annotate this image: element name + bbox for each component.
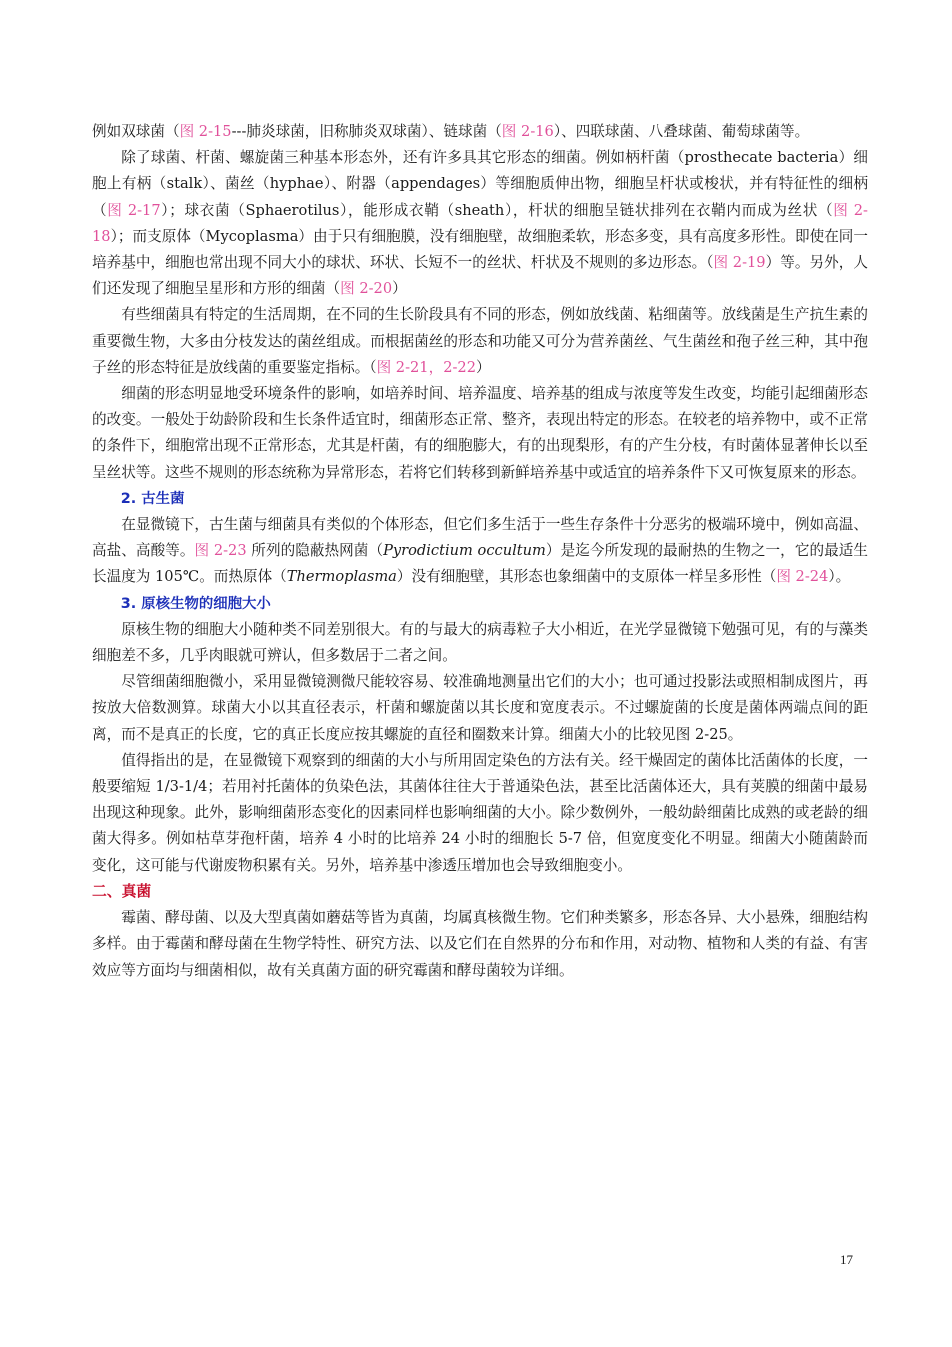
paragraph-size-measurement: 尽管细菌细胞微小，采用显微镜测微尺能较容易、较准确地测量出它们的大小；也可通过投影法或照相制成图片，再按放大倍数测算。球菌大小以其直径表示，杆菌和螺旋菌以其长度和宽度表示。不过螺旋菌的长度是菌体两端点间的距离，而不是真正的长度，它的真正长度应按其螺旋的直径和圈数来计算。细菌大小的比较见图 2-25。 [92,673,868,743]
figure-ref[interactable]: 图 2-16 [501,123,554,140]
figure-ref[interactable]: 图 2-18 [92,201,868,245]
species-name: Pyrodictium occultum [383,542,546,560]
paragraph-fungi: 霉菌、酵母菌、以及大型真菌如蘑菇等皆为真菌，均属真核微生物。它们种类繁多，形态各异、大小悬殊，细胞结构多样。由于霉菌和酵母菌在生物学特性、研究方法、以及它们在自然界的分布和作用，对动物、植物和人类的有益、有害效应等方面均与细菌相似，故有关真菌方面的研究霉菌和酵母菌较为详细。 [92,909,868,979]
paragraph-environment-effects: 细菌的形态明显地受环境条件的影响，如培养时间、培养温度、培养基的组成与浓度等发生改变，均能引起细菌形态的改变。一般处于幼龄阶段和生长条件适宜时，细菌形态正常、整齐，表现出特定的形态。在较老的培养物中，或不正常的条件下，细胞常出现不正常形态，尤其是杆菌，有的细胞膨大，有的出现梨形，有的产生分枝，有时菌体显著伸长以至呈丝状等。这些不规则的形态统称为异常形态，若将它们转移到新鲜培养基中或适宜的培养条件下又可恢复原来的形态。 [92,385,868,481]
species-name: Thermoplasma [286,568,397,586]
chapter-heading-fungi: 二、真菌 [92,882,152,900]
paragraph-other-morphologies: 除了球菌、杆菌、螺旋菌三种基本形态外，还有许多具其它形态的细菌。例如柄杆菌（prosthecate bacteria）细胞上有柄（stalk）、菌丝（hyphae）、附器（appendages）等细胞质伸出物，细胞呈杆状或梭状，并有特征性的细柄（图 2-17）；球衣菌（Sphaerotilus），能形成衣鞘（sheath），杆状的细胞呈链状排列在衣鞘内而成为丝状（图 2-18）；而支原体（Mycoplasma）由于只有细胞膜，没有细胞壁，故细胞柔软，形态多变，具有高度多形性。即使在同一培养基中，细胞也常出现不同大小的球状、环状、长短不一的丝状、杆状及不规则的多边形态。（图 2-19）等。另外，人们还发现了细胞呈星形和方形的细菌（图 2-20） [92,149,868,298]
figure-ref[interactable]: 图 2-20 [340,280,393,298]
section-heading-archaea: 2. 古生菌 [120,490,185,507]
paragraph-life-cycle: 有些细菌具有特定的生活周期，在不同的生长阶段具有不同的形态，例如放线菌、粘细菌等。放线菌是生产抗生素的重要微生物，大多由分枝发达的菌丝组成。而根据菌丝的形态和功能又可分为营养菌丝、气生菌丝和孢子丝三种，其中孢子丝的形态特征是放线菌的重要鉴定指标。（图 2-21，2-22） [92,306,868,376]
figure-ref[interactable]: 图 2-23 [194,542,247,560]
figure-ref[interactable]: 图 2-19 [713,254,766,272]
page-body [92,119,868,984]
paragraph-size-factors: 值得指出的是，在显微镜下观察到的细菌的大小与所用固定染色的方法有关。经干燥固定的菌体比活菌体的长度，一般要缩短 1/3-1/4；若用衬托菌体的负染色法，其菌体往往大于普通染色法，甚至比活菌体还大，具有荚膜的细菌中最易出现这种现象。此外，影响细菌形态变化的因素同样也影响细菌的大小。除少数例外，一般幼龄细菌比成熟的或老龄的细菌大得多。例如枯草芽孢杆菌，培养 4 小时的比培养 24 小时的细胞长 5-7 倍，但宽度变化不明显。细菌大小随菌龄而变化，这可能与代谢废物积累有关。另外，培养基中渗透压增加也会导致细胞变小。 [92,751,868,874]
paragraph-archaea: 在显微镜下，古生菌与细菌具有类似的个体形态，但它们多生活于一些生存条件十分恶劣的极端环境中，例如高温、高盐、高酸等。图 2-23 所列的隐蔽热网菌（Pyrodictium occultum）是迄今所发现的最耐热的生物之一，它的最适生长温度为 105℃。而热原体（Thermoplasma）没有细胞壁，其形态也象细菌中的支原体一样呈多形性（图 2-24）。 [92,516,868,586]
page-number: 17 [840,1252,853,1267]
figure-ref[interactable]: 图 2-17 [107,201,161,219]
figure-ref[interactable]: 图 2-21，2-22 [376,358,476,376]
section-heading-cell-size: 3. 原核生物的细胞大小 [120,595,271,612]
figure-ref[interactable]: 图 2-15 [179,123,232,140]
figure-ref[interactable]: 图 2-24 [776,568,829,586]
paragraph-size-range: 原核生物的细胞大小随种类不同差别很大。有的与最大的病毒粒子大小相近，在光学显微镜下勉强可见，有的与藻类细胞差不多，几乎肉眼就可辨认，但多数居于二者之间。 [92,620,868,665]
paragraph-cocci-examples: 例如双球菌（图 2-15---肺炎球菌，旧称肺炎双球菌）、链球菌（图 2-16）、四联球菌、八叠球菌、葡萄球菌等。 [92,123,810,140]
